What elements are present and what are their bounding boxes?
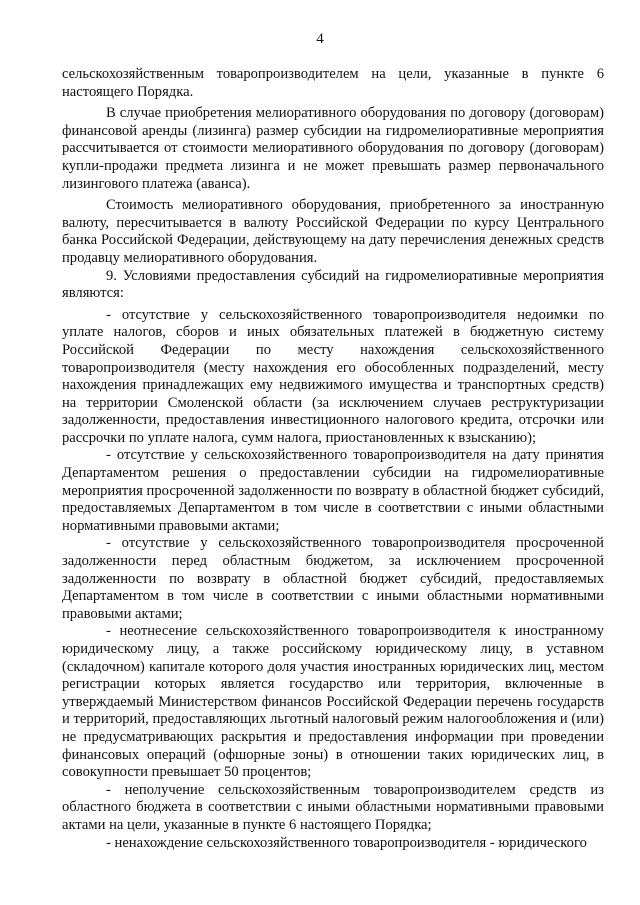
paragraph-leasing-subsidy: В случае приобретения мелиоративного оборудования по договору (договорам) финансовой аренды (лизинга) размер субсидии на гидромелиоративные мероприятия рассчитывается от стоимости мелиоративного оборудования по договору (договорам) купли-продажи предмета лизинга и не может превышать размер первоначального лизингового платежа (аванса).	[62, 105, 604, 192]
list-item-no-subsidy-debt: - отсутствие у сельскохозяйственного товаропроизводителя на дату принятия Департаментом решения о предоставлении субсидии на гидромелиоративные мероприятия просроченной задолженности по возврату в областной бюджет субсидий, предоставляемых Департаментом в том числе в соответствии с иными областными нормативными правовыми актами;	[62, 447, 604, 534]
paragraph-continuation: сельскохозяйственным товаропроизводителем на цели, указанные в пункте 6 настоящего Порядка.	[62, 66, 604, 100]
page-number: 4	[316, 31, 324, 47]
list-item-no-tax-arrears: - отсутствие у сельскохозяйственного товаропроизводителя недоимки по уплате налогов, сборов и иных обязательных платежей в бюджетную систему Российской Федерации по месту нахождения сельскохозяйственного товаропроизводителя (месту нахождения его обособленных подразделений, месту нахождения принадлежащих ему недвижимого имущества и транспортных средств) на территории Смоленской области (за исключением случаев реструктуризации задолженности, предоставления инвестиционного налогового кредита, отсрочки или рассрочки по уплате налога, сумм налога, приостановленных к взысканию);	[62, 306, 604, 446]
paragraph-foreign-currency: Стоимость мелиоративного оборудования, приобретенного за иностранную валюту, пересчитывается в валюту Российской Федерации по курсу Центрального банка Российской Федерации, действующему на дату перечисления денежных средств продавцу мелиоративного оборудования.	[62, 197, 604, 266]
list-item-legal-entity: - ненахождение сельскохозяйственного товаропроизводителя - юридического	[106, 834, 587, 851]
document-body	[62, 66, 604, 852]
list-item-not-foreign-entity: - неотнесение сельскохозяйственного товаропроизводителя к иностранному юридическому лицу, а также российскому юридическому лицу, в уставном (складочном) капитале которого доля участия иностранных юридических лиц, местом регистрации которых является государство или территория, включенные в утверждаемый Министерством финансов Российской Федерации перечень государств и территорий, предоставляющих льготный налоговый режим налогообложения и (или) не предусматривающих раскрытия и предоставления информации при проведении финансовых операций (офшорные зоны) в отношении таких юридических лиц, в совокупности превышает 50 процентов;	[62, 623, 604, 781]
list-item-no-other-funds: - неполучение сельскохозяйственным товаропроизводителем средств из областного бюджета в соответствии с иными областными нормативными правовыми актами на цели, указанные в пункте 6 настоящего Порядка;	[62, 781, 604, 833]
list-item-no-overdue-debt: - отсутствие у сельскохозяйственного товаропроизводителя просроченной задолженности перед областным бюджетом, за исключением просроченной задолженности по возврату в областной бюджет субсидий, предоставляемых Департаментом в том числе в соответствии с иными областными нормативными правовыми актами;	[62, 535, 604, 622]
paragraph-conditions-heading: 9. Условиями предоставления субсидий на гидромелиоративные мероприятия являются:	[62, 267, 604, 302]
